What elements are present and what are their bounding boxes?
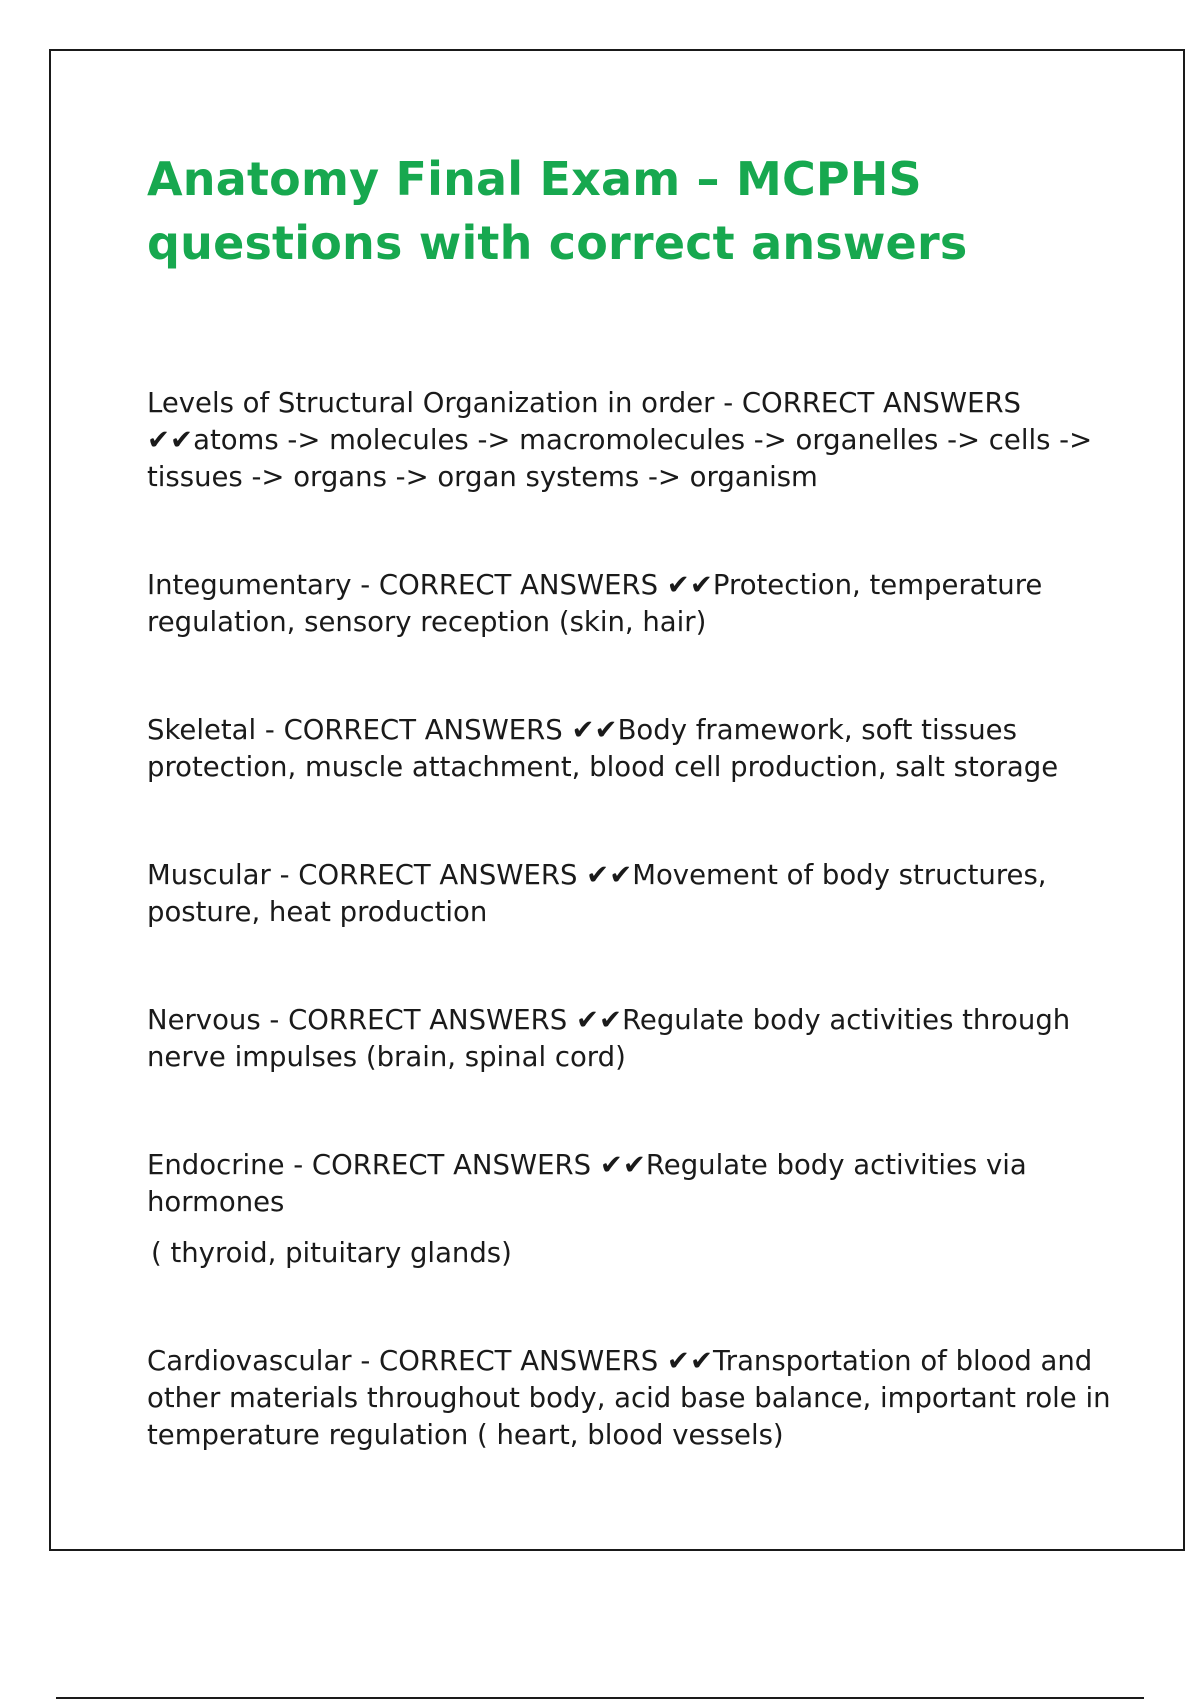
check-icon: ✔✔ [599,1149,646,1181]
qa-item-cardiovascular [147,1343,1127,1454]
qa-separator [351,569,378,601]
qa-answer: Transportation of blood and other materials throughout body, acid base balance, important role in temperature regulation ( heart, blood vessels) [147,1345,1111,1451]
qa-answer: Regulate body activities through nerve impulses (brain, spinal cord) [147,1004,1071,1073]
document-title: Anatomy Final Exam – MCPHS questions with correct answers [147,152,968,270]
check-icon: ✔✔ [571,714,618,746]
qa-answer-marker: CORRECT ANSWERS [311,1149,592,1181]
page-content [147,147,1127,1525]
qa-separator [285,1149,312,1181]
qa-item-skeletal [147,712,1127,786]
qa-separator [271,859,298,891]
qa-item-nervous [147,1002,1127,1076]
check-icon: ✔✔ [666,1345,714,1377]
check-icon: ✔✔ [586,859,633,891]
qa-answer: Regulate body activities via hormones [147,1149,1027,1218]
check-icon: ✔✔ [147,424,194,456]
qa-separator [256,714,283,746]
qa-term: Nervous [147,1004,261,1036]
qa-term: Integumentary [147,569,352,601]
qa-answer-marker: CORRECT ANSWERS [283,714,563,746]
qa-answer: Movement of body structures, posture, heat production [147,859,1047,928]
qa-answer-marker: CORRECT ANSWERS [378,569,659,601]
qa-term: Endocrine [147,1149,285,1181]
qa-list [147,385,1127,1454]
qa-item-endocrine [147,1147,1127,1272]
qa-term: Levels of Structural Organization in order [147,387,715,419]
qa-answer-marker: CORRECT ANSWERS [741,387,1022,419]
qa-term: Skeletal [147,714,257,746]
qa-answer: Body framework, soft tissues protection, muscle attachment, blood cell production, salt storage [147,714,1059,783]
qa-item-structural-organization [147,385,1127,496]
qa-answer: Protection, temperature regulation, sensory reception (skin, hair) [147,569,1043,638]
qa-item-integumentary [147,567,1127,641]
qa-separator [261,1004,288,1036]
footer-divider [56,1697,1144,1699]
qa-term: Cardiovascular [147,1345,352,1377]
qa-answer-extra: ( thyroid, pituitary glands) [151,1237,512,1269]
qa-separator [714,387,741,419]
qa-answer-marker: CORRECT ANSWERS [288,1004,568,1036]
check-icon: ✔✔ [666,569,713,601]
qa-term: Muscular [147,859,271,891]
qa-answer-marker: CORRECT ANSWERS [298,859,578,891]
document-page [49,49,1185,1551]
qa-item-muscular [147,857,1127,931]
check-icon: ✔✔ [575,1004,623,1036]
qa-answer-marker: CORRECT ANSWERS [379,1345,659,1377]
qa-answer: atoms -> molecules -> macromolecules -> organelles -> cells -> tissues -> organs -> organ systems -> organism [147,424,1093,493]
qa-separator [352,1345,379,1377]
